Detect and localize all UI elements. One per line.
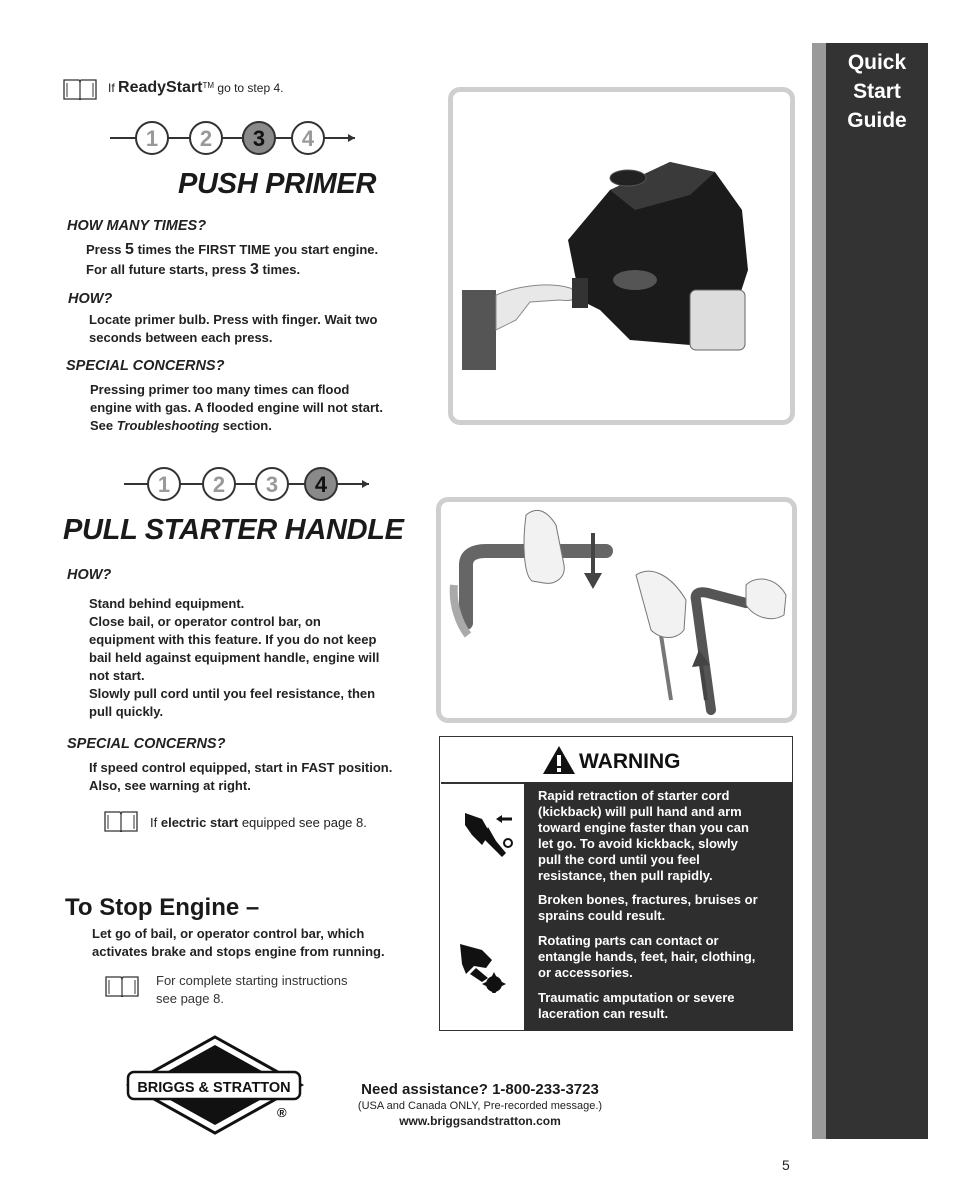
sidebar xyxy=(826,43,928,1139)
readystart-note xyxy=(108,79,283,97)
step-1: 1 xyxy=(145,126,159,151)
sidebar-line-3: Guide xyxy=(847,109,907,132)
sidebar-line-2: Start xyxy=(853,80,901,103)
assistance-block xyxy=(340,1081,620,1128)
primer-concerns-line-2: engine with gas. A flooded engine will not start. xyxy=(90,400,383,415)
stop-engine-text: Let go of bail, or operator control bar, which activates brake and stops engine from running. xyxy=(92,926,385,959)
book-icon xyxy=(63,78,97,100)
primer-how-line-2: seconds between each press. xyxy=(89,330,273,345)
step-2: 2 xyxy=(199,126,213,151)
stop-engine-title: To Stop Engine – xyxy=(65,894,260,921)
starter-how-heading: HOW? xyxy=(67,567,112,583)
warning-paragraph-2: Broken bones, fractures, bruises or sprains could result. xyxy=(538,892,758,923)
step-4: 4 xyxy=(314,472,328,497)
rotating-parts-hazard-icon xyxy=(458,938,513,993)
starter-concerns-text: If speed control equipped, start in FAST position. Also, see warning at right. xyxy=(89,760,393,793)
step-2: 2 xyxy=(212,472,226,497)
assistance-phone: Need assistance? 1-800-233-3723 xyxy=(361,1081,599,1098)
starter-how-text: Stand behind equipment. Close bail, or operator control bar, on equipment with this feature. If you do not keep bail held against equipment handle, engine will not start. Slowly pull cord until you feel resistance, then pull quickly. xyxy=(89,596,380,719)
sidebar-shadow xyxy=(812,43,826,1139)
website-link[interactable]: www.briggsandstratton.com xyxy=(399,1114,561,1128)
logo-text: BRIGGS & STRATTON xyxy=(137,1080,291,1096)
step-1: 1 xyxy=(157,472,171,497)
how-many-line-2: For all future starts, press 3 times. xyxy=(86,261,301,278)
warning-paragraph-1: Rapid retraction of starter cord (kickback) will pull hand and arm toward engine faster than you can let go. To avoid kickback, slowly pull the cord until you feel resistance, then pull rapidly. xyxy=(538,788,749,883)
step-indicator-primer xyxy=(110,120,360,156)
primer-concerns-line-3: See Troubleshooting section. xyxy=(90,418,272,433)
how-many-line-1: Press 5 times the FIRST TIME you start engine. xyxy=(86,241,379,258)
warning-paragraph-3: Rotating parts can contact or entangle hands, feet, hair, clothing, or accessories. xyxy=(538,933,756,980)
readystart-brand: ReadyStart xyxy=(118,79,203,96)
registered-mark: ® xyxy=(277,1105,287,1120)
briggs-stratton-logo xyxy=(125,1035,305,1135)
warning-header xyxy=(441,738,791,782)
starting-instructions-note: For complete starting instructions see page 8. xyxy=(156,973,348,1006)
step-indicator-starter xyxy=(124,466,374,502)
warning-triangle-icon xyxy=(542,745,576,775)
warning-paragraphs xyxy=(538,788,788,1022)
engine-illustration xyxy=(460,150,780,370)
step-3: 3 xyxy=(252,126,266,151)
starter-concerns-heading: SPECIAL CONCERNS? xyxy=(67,736,226,752)
step-3: 3 xyxy=(265,472,279,497)
primer-how-line-1: Locate primer bulb. Press with finger. Wait two xyxy=(89,312,378,327)
sidebar-line-1: Quick xyxy=(847,51,907,74)
pull-starter-illustration xyxy=(446,505,791,715)
how-many-heading: HOW MANY TIMES? xyxy=(67,218,207,234)
book-icon xyxy=(105,975,139,997)
note-prefix: If xyxy=(108,81,115,95)
pull-starter-title: PULL STARTER HANDLE xyxy=(63,514,404,546)
trademark: TM xyxy=(202,81,215,90)
primer-how-heading: HOW? xyxy=(68,291,113,307)
electric-start-note: If electric start equipped see page 8. xyxy=(150,815,367,830)
warning-label: WARNING xyxy=(579,750,681,773)
primer-concerns-line-1: Pressing primer too many times can flood xyxy=(90,382,350,397)
book-icon xyxy=(104,810,138,832)
step-4: 4 xyxy=(301,126,315,151)
sidebar-title xyxy=(826,48,928,135)
assistance-note: (USA and Canada ONLY, Pre-recorded message.) xyxy=(357,1100,603,1112)
kickback-hazard-icon xyxy=(462,805,517,860)
page-number: 5 xyxy=(782,1157,790,1173)
note-suffix: go to step 4. xyxy=(217,81,284,95)
primer-concerns-heading: SPECIAL CONCERNS? xyxy=(66,358,225,374)
push-primer-title: PUSH PRIMER xyxy=(178,168,377,200)
warning-paragraph-4: Traumatic amputation or severe laceration can result. xyxy=(538,990,735,1021)
